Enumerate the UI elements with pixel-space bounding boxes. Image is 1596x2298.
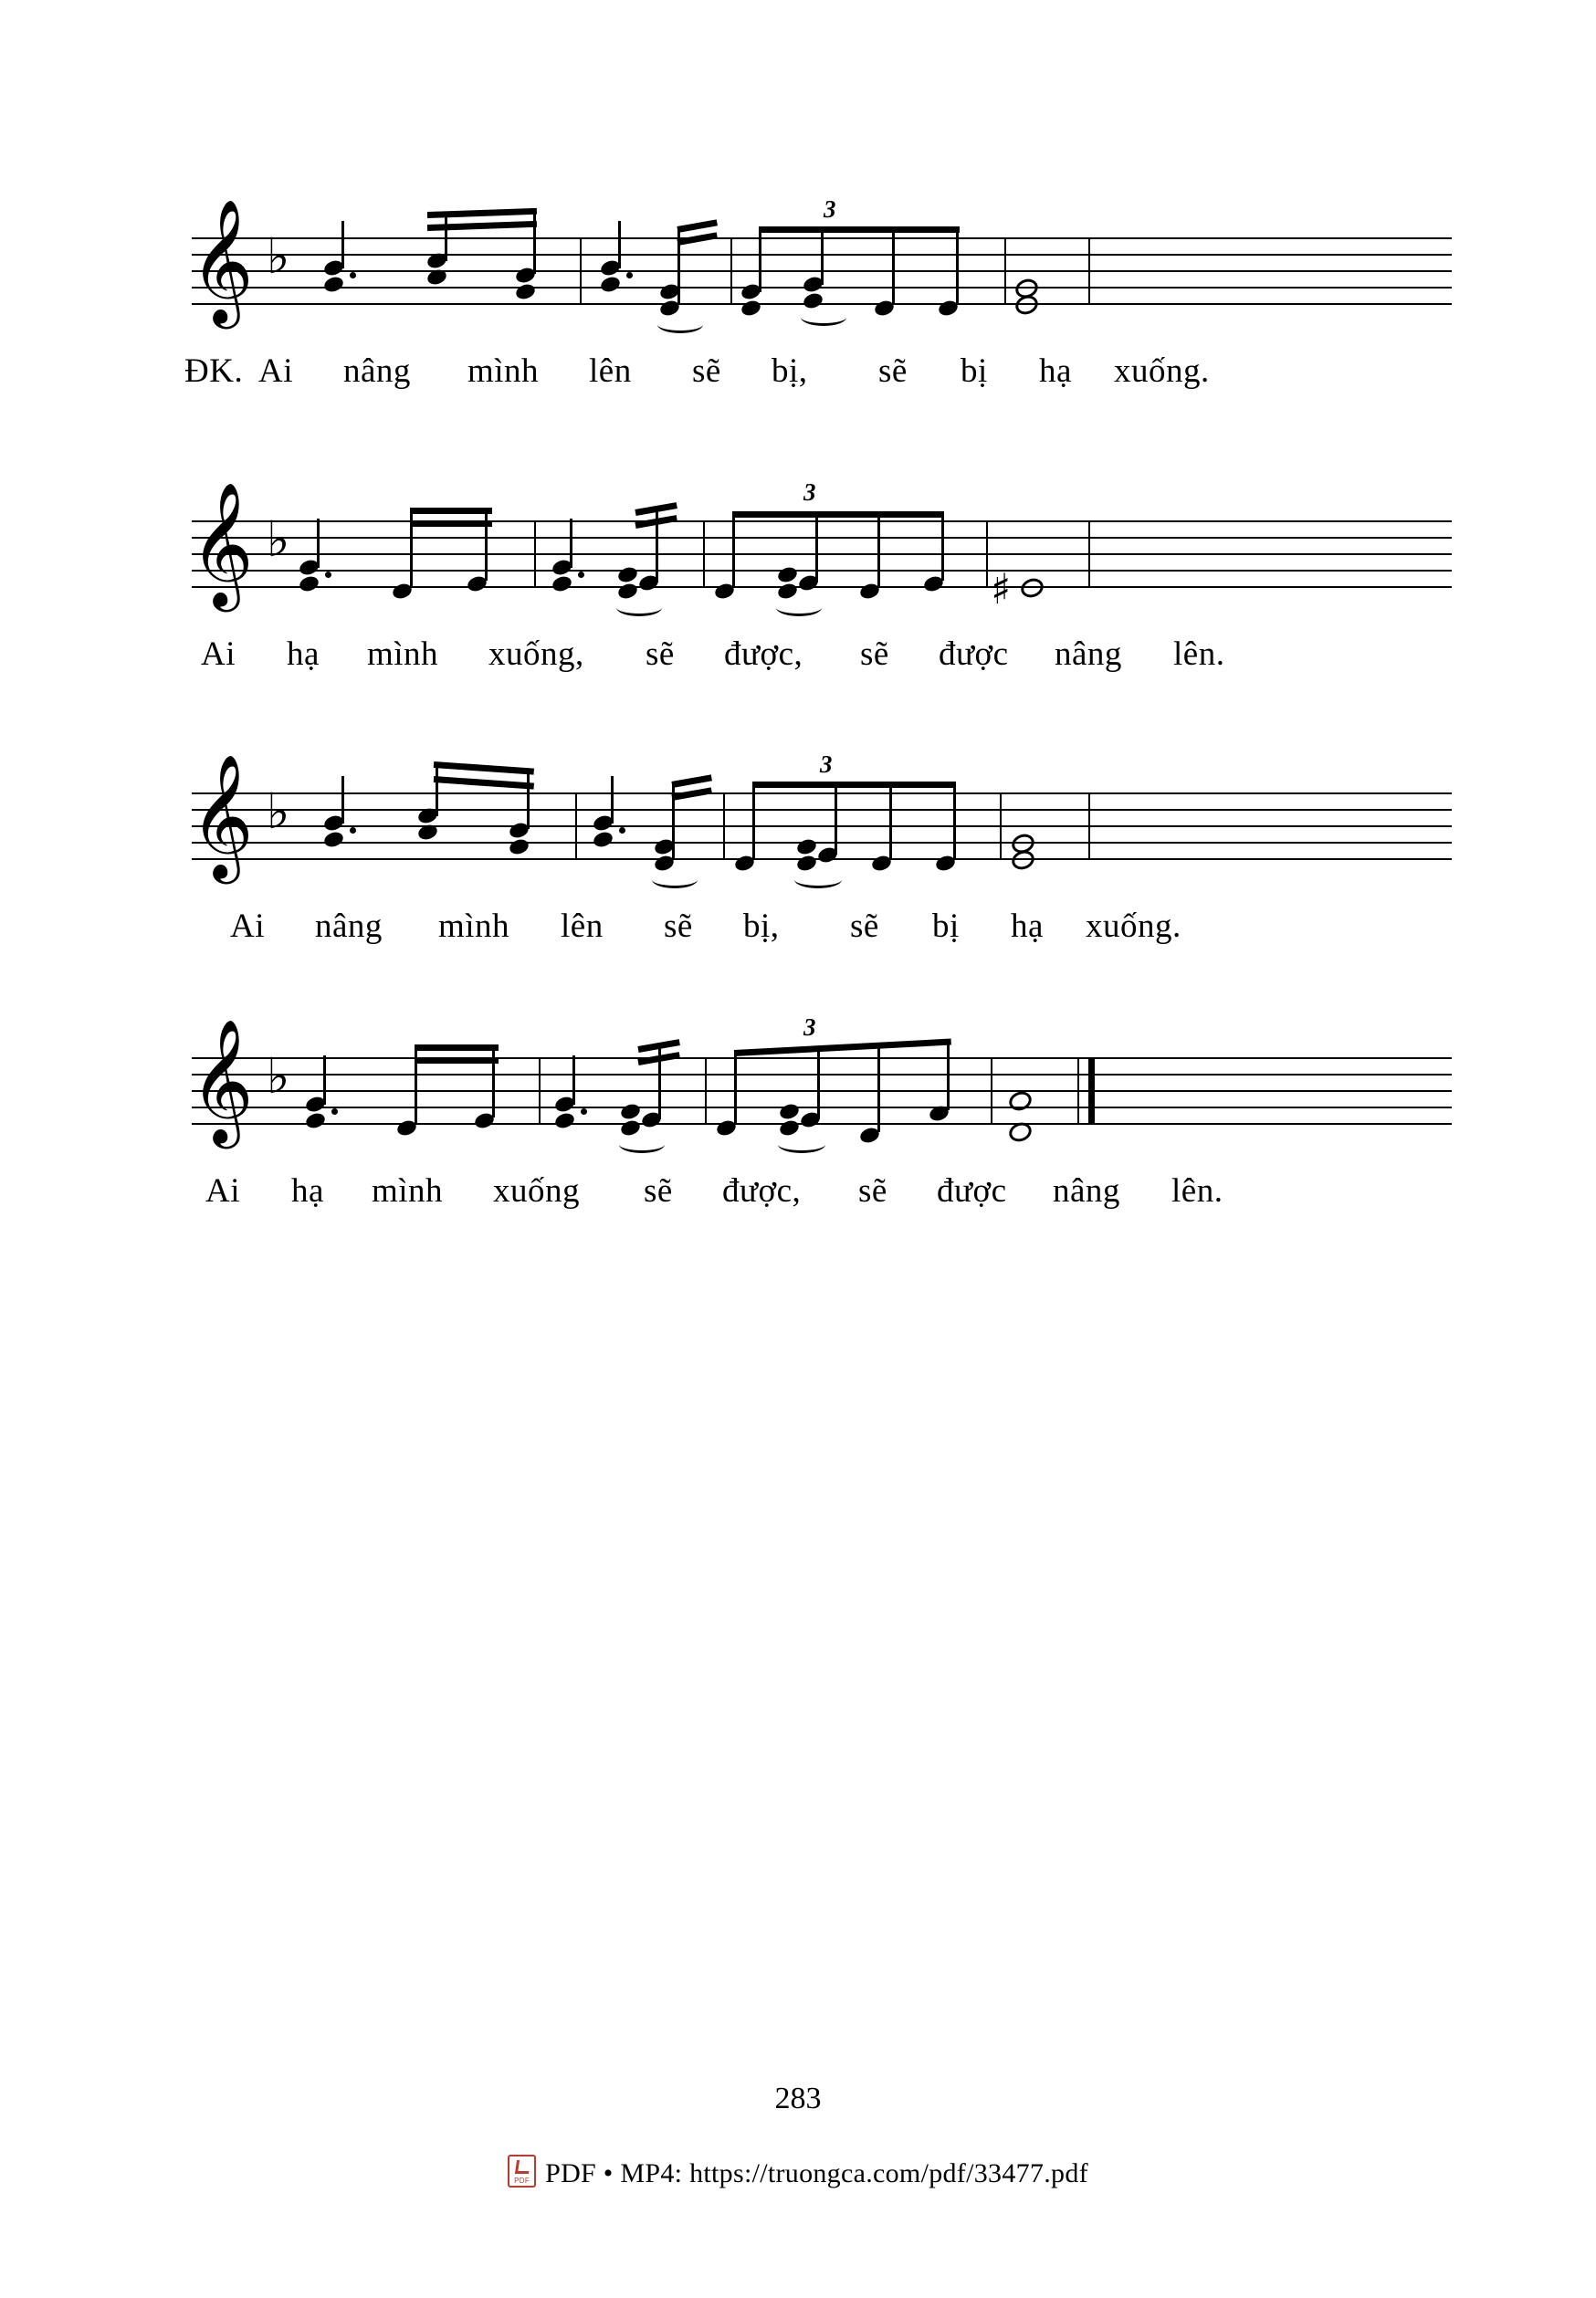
lyric-line-4 [164,1171,1461,1226]
beam [427,221,537,231]
treble-clef-icon: 𝄞 [190,752,254,878]
lyric-syllable: sẽ [646,635,675,673]
lyric-syllable: nâng [1055,635,1122,673]
stem [892,228,895,305]
lyric-syllable: mình [367,635,439,673]
stem [341,221,344,268]
augmentation-dot [350,272,356,278]
staff-2 [164,478,1461,635]
barline [580,237,582,305]
slur [801,309,846,326]
stem [734,1052,737,1125]
footer [0,2155,1596,2189]
stem [527,769,530,829]
lyric-syllable: nâng [1053,1172,1120,1210]
beam [752,782,956,788]
lyric-syllable: mình [438,908,510,945]
stem [953,783,956,860]
key-signature-flat-icon: ♭ [267,510,290,568]
stem [817,1048,820,1119]
slur [616,599,662,616]
beam [410,508,492,514]
lyric-syllable: ĐK. [184,352,244,390]
staff-lines [192,520,1452,586]
barline [1088,520,1090,588]
staff-4 [164,1013,1461,1171]
lyric-syllable: xuống, [488,635,584,673]
stem [570,519,572,568]
stem [759,228,761,292]
staff-3 [164,750,1461,907]
stem [956,228,959,305]
lyric-syllable: Ai [258,352,293,390]
key-signature-flat-icon: ♭ [267,227,290,285]
beam [434,761,534,775]
barline [991,1057,992,1125]
stem [815,513,818,582]
barline [1088,237,1090,305]
stem [941,513,944,581]
stem [835,783,837,855]
lyric-line-2 [164,635,1461,689]
barline [534,520,536,588]
stem [752,783,755,860]
lyric-syllable: sẽ [878,352,908,390]
beam [415,1044,499,1051]
slur [776,599,822,616]
lyric-syllable: mình [372,1172,444,1210]
lyric-syllable: sẽ [850,908,879,945]
pdf-icon [508,2155,536,2188]
treble-clef-icon: 𝄞 [190,197,254,323]
stem [947,1039,950,1110]
key-signature-flat-icon: ♭ [267,782,290,840]
music-system-1 [164,195,1461,406]
stem [821,228,824,285]
slur [778,1136,825,1153]
augmentation-dot [350,827,356,834]
augmentation-dot [581,1108,587,1115]
lyric-syllable: hạ [1039,352,1072,390]
beam [732,511,944,518]
slur [657,316,703,333]
lyric-syllable: nâng [343,352,411,390]
stem [889,783,892,860]
lyric-syllable: sẽ [860,635,889,673]
lyric-syllable: lên [561,908,604,945]
music-system-3 [164,750,1461,961]
barline [1088,792,1090,860]
stem [341,776,344,824]
slur [794,871,842,888]
beam [415,1057,499,1064]
stem [732,513,735,588]
lyric-syllable: sẽ [664,908,693,945]
stem [445,214,447,261]
lyric-line-1 [164,352,1461,406]
lyric-syllable: sẽ [644,1172,673,1210]
stem [611,776,614,824]
sharp-accidental-icon: ♯ [991,564,1012,614]
treble-clef-icon: 𝄞 [190,1017,254,1143]
treble-clef-icon: 𝄞 [190,480,254,606]
augmentation-dot [331,1108,338,1115]
barline [730,237,732,305]
page-number: 283 [774,2082,822,2115]
barline [1004,237,1006,305]
augmentation-dot [619,827,625,834]
lyric-syllable: lên. [1173,635,1225,673]
key-signature-flat-icon: ♭ [267,1047,290,1105]
barline [986,520,988,588]
lyric-syllable: bị, [772,352,808,390]
final-barline-thin [1077,1057,1079,1125]
stem [436,765,438,816]
lyric-syllable: sẽ [858,1172,887,1210]
lyric-syllable: hạ [291,1172,324,1210]
footer-text[interactable]: PDF • MP4: https://truongca.com/pdf/33477.pdf [545,2158,1088,2189]
stem [877,1044,880,1132]
lyric-syllable: được, [722,1172,802,1210]
lyric-syllable: được [939,635,1009,673]
lyric-syllable: hạ [1011,908,1044,945]
barline [539,1057,541,1125]
stem [618,221,621,268]
lyric-syllable: Ai [201,635,236,673]
music-system-2 [164,478,1461,689]
lyric-syllable: nâng [315,908,383,945]
staff-1 [164,195,1461,352]
beam [427,208,537,218]
beam [410,520,492,527]
lyric-syllable: được [937,1172,1007,1210]
lyric-line-3 [164,907,1461,961]
barline [705,1057,707,1125]
music-system-4 [164,1013,1461,1226]
beam [677,219,718,233]
lyric-syllable: Ai [230,908,265,945]
augmentation-dot [325,572,331,578]
lyric-syllable: hạ [287,635,320,673]
tuplet-number: 3 [824,195,836,223]
barline [575,792,577,860]
stem [323,1055,326,1105]
tuplet-number: 3 [820,750,833,778]
beam [759,226,960,233]
lyric-syllable: Ai [205,1172,240,1210]
tuplet-number: 3 [803,478,816,506]
lyric-syllable: xuống [493,1172,580,1210]
lyric-syllable: lên. [1171,1172,1223,1210]
barline [703,520,705,588]
lyric-syllable: bị [961,352,988,390]
beam [434,776,534,790]
stem [317,519,320,568]
stem [877,513,880,588]
barline [723,792,725,860]
lyric-syllable: bị [932,908,960,945]
lyric-syllable: lên [589,352,632,390]
beam [734,1039,951,1056]
beam [671,774,712,788]
lyric-syllable: bị, [743,908,780,945]
lyric-syllable: mình [467,352,540,390]
tuplet-number: 3 [803,1013,816,1041]
lyric-syllable: được, [724,635,803,673]
slur [619,1136,665,1153]
staff-lines [192,792,1452,858]
lyric-syllable: xuống. [1114,352,1210,390]
slur [652,871,698,888]
final-barline-thick [1088,1057,1095,1125]
lyric-syllable: xuống. [1086,908,1181,945]
barline [1000,792,1002,860]
staff-lines [192,1057,1452,1123]
stem [572,1055,575,1105]
lyric-syllable: sẽ [692,352,721,390]
augmentation-dot [626,272,633,278]
augmentation-dot [578,572,584,578]
